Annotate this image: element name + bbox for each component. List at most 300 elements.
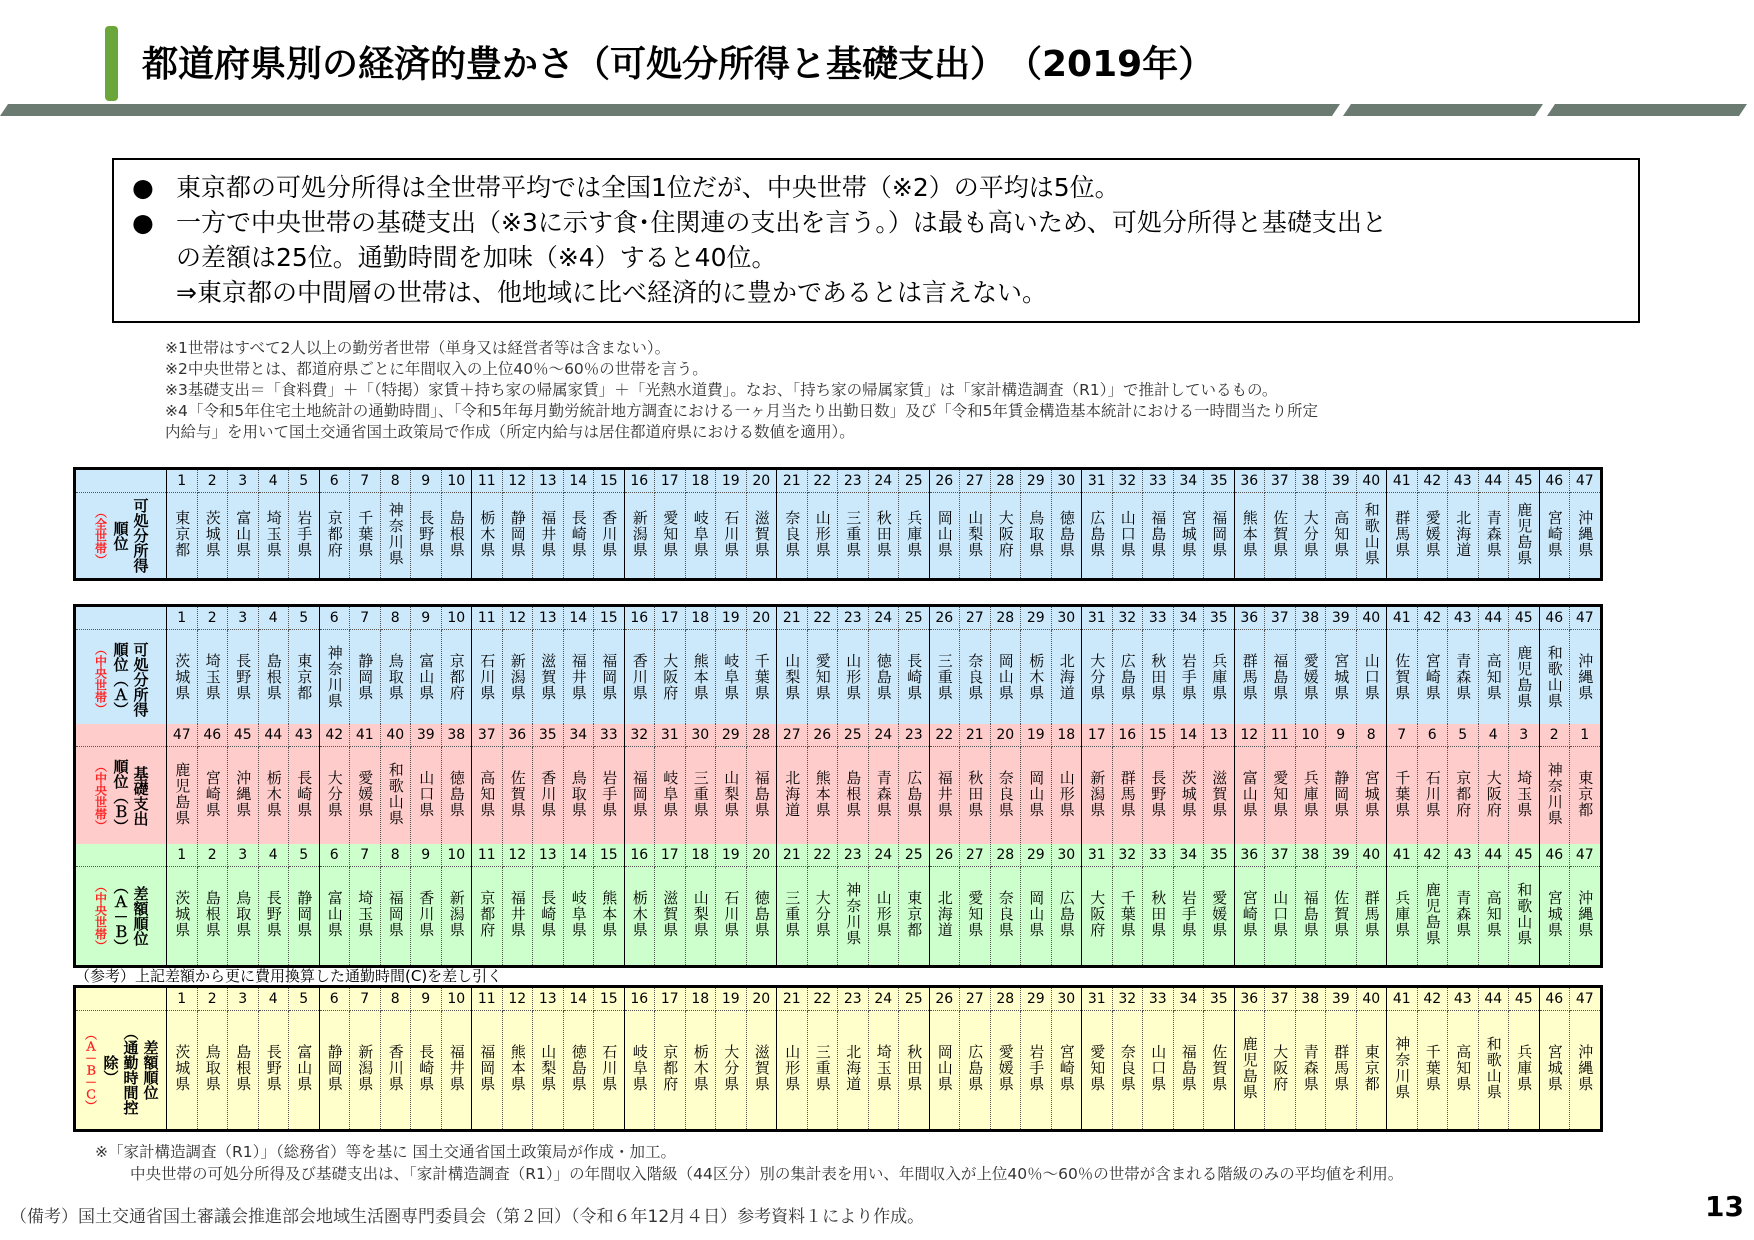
rank-number: 43: [1448, 844, 1479, 867]
rank-number: 34: [1173, 987, 1204, 1011]
prefecture-cell: 山形県: [838, 630, 869, 730]
source-note: 中央世帯の可処分所得及び基礎支出は、「家計構造調査（R1）」の年間収入階級（44区分）別の集計表を用い、年間収入が上位40％～60％の世帯が含まれる階級のみの平均値を利用。: [130, 1165, 1404, 1183]
rank-number: 15: [594, 469, 625, 493]
rank-number: 3: [228, 987, 259, 1011]
prefecture-cell: 奈良県: [777, 493, 808, 580]
rank-number: 43: [1448, 606, 1479, 630]
prefecture-cell: 栃木県: [472, 493, 503, 580]
prefecture-cell: 和歌山県: [380, 747, 411, 847]
rank-number: 39: [411, 724, 442, 747]
prefecture-cell: 三重県: [838, 493, 869, 580]
prefecture-cell: 埼玉県: [197, 630, 228, 730]
prefecture-cell: 千葉県: [1112, 867, 1143, 967]
prefecture-cell: 宮城県: [1539, 1011, 1570, 1131]
prefecture-cell: 香川県: [594, 493, 625, 580]
prefecture-cell: 栃木県: [624, 867, 655, 967]
rank-number: 32: [1112, 469, 1143, 493]
prefecture-cell: 富山県: [228, 493, 259, 580]
rank-number: 45: [1509, 606, 1540, 630]
rank-number: 2: [197, 606, 228, 630]
prefecture-cell: 岡山県: [990, 630, 1021, 730]
rank-number: 34: [1173, 844, 1204, 867]
summary-conclusion: ⇒東京都の中間層の世帯は、他地域に比べ経済的に豊かであるとは言えない。: [176, 278, 1047, 307]
prefecture-cell: 愛知県: [960, 867, 991, 967]
rank-number: 30: [685, 724, 716, 747]
rank-number: 44: [258, 724, 289, 747]
prefecture-cell: 愛媛県: [1295, 630, 1326, 730]
prefecture-cell: 広島県: [1082, 493, 1113, 580]
prefecture-cell: 兵庫県: [1509, 1011, 1540, 1131]
prefecture-cell: 福井県: [929, 747, 960, 847]
rank-number: 6: [1417, 724, 1448, 747]
rank-number: 25: [899, 606, 930, 630]
prefecture-cell: 福島県: [1265, 630, 1296, 730]
table-label-spacer: [75, 606, 167, 630]
rank-number: 27: [777, 724, 808, 747]
rank-number: 28: [990, 469, 1021, 493]
prefecture-cell: 山口県: [411, 747, 442, 847]
prefecture-cell: 沖縄県: [1570, 1011, 1602, 1131]
rank-number: 7: [1387, 724, 1418, 747]
prefecture-cell: 鳥取県: [563, 747, 594, 847]
row-label-scope: （中央世帯）: [93, 880, 108, 952]
prefecture-cell: 北海道: [777, 747, 808, 847]
table-label-spacer: [75, 987, 167, 1011]
rank-number: 18: [1051, 724, 1082, 747]
rank-number: 28: [990, 987, 1021, 1011]
prefecture-cell: 埼玉県: [350, 867, 381, 967]
prefecture-cell: 栃木県: [685, 1011, 716, 1131]
row-label-text: 基礎支出: [131, 766, 150, 826]
prefecture-cell: 新潟県: [1082, 747, 1113, 847]
rank-number: 31: [1082, 844, 1113, 867]
header-divider-bar: [1547, 104, 1747, 116]
prefecture-cell: 島根県: [228, 1011, 259, 1131]
prefecture-cell: 京都府: [319, 493, 350, 580]
rank-number: 11: [472, 469, 503, 493]
prefecture-cell: 長野県: [258, 1011, 289, 1131]
prefecture-cell: 秋田県: [1143, 867, 1174, 967]
prefecture-cell: 富山県: [319, 867, 350, 967]
rank-number: 37: [1265, 987, 1296, 1011]
prefecture-cell: 岩手県: [1021, 1011, 1052, 1131]
prefecture-cell: 山梨県: [685, 867, 716, 967]
prefecture-cell: 東京都: [1356, 1011, 1387, 1131]
ranking-table: [73, 985, 1603, 1132]
rank-number: 33: [594, 724, 625, 747]
rank-number: 37: [1265, 469, 1296, 493]
rank-number: 33: [1143, 606, 1174, 630]
rank-number: 15: [594, 987, 625, 1011]
rank-number: 27: [960, 606, 991, 630]
rank-number: 3: [228, 469, 259, 493]
prefecture-cell: 沖縄県: [228, 747, 259, 847]
rank-number: 19: [716, 606, 747, 630]
prefecture-cell: 長崎県: [411, 1011, 442, 1131]
rank-number: 44: [1478, 606, 1509, 630]
table-row-label: [75, 747, 167, 847]
rank-number: 1: [167, 844, 198, 867]
prefecture-cell: 山形県: [868, 867, 899, 967]
rank-number: 42: [1417, 606, 1448, 630]
prefecture-cell: 島根県: [441, 493, 472, 580]
rank-number: 4: [1478, 724, 1509, 747]
rank-number: 46: [197, 724, 228, 747]
prefecture-cell: 京都府: [1448, 747, 1479, 847]
rank-number: 44: [1478, 469, 1509, 493]
rank-number: 34: [563, 724, 594, 747]
prefecture-cell: 滋賀県: [533, 630, 564, 730]
prefecture-cell: 石川県: [1417, 747, 1448, 847]
prefecture-cell: 千葉県: [350, 493, 381, 580]
rank-number: 47: [167, 724, 198, 747]
prefecture-cell: 静岡県: [350, 630, 381, 730]
prefecture-cell: 宮城県: [1173, 493, 1204, 580]
prefecture-cell: 佐賀県: [1204, 1011, 1235, 1131]
prefecture-cell: 兵庫県: [1295, 747, 1326, 847]
rank-number: 29: [1021, 606, 1052, 630]
rank-number: 1: [167, 469, 198, 493]
prefecture-cell: 岐阜県: [716, 630, 747, 730]
rank-number: 24: [868, 724, 899, 747]
prefecture-cell: 長野県: [258, 867, 289, 967]
rank-number: 22: [807, 987, 838, 1011]
rank-number: 37: [1265, 606, 1296, 630]
prefecture-cell: 三重県: [807, 1011, 838, 1131]
prefecture-cell: 茨城県: [167, 867, 198, 967]
rank-number: 36: [1234, 844, 1265, 867]
rank-number: 41: [1387, 469, 1418, 493]
rank-number: 3: [228, 606, 259, 630]
prefecture-cell: 群馬県: [1234, 630, 1265, 730]
prefecture-cell: 山口県: [1265, 867, 1296, 967]
rank-number: 11: [472, 987, 503, 1011]
prefecture-cell: 三重県: [685, 747, 716, 847]
rank-number: 10: [1295, 724, 1326, 747]
rank-number: 23: [838, 987, 869, 1011]
table-label-spacer: [75, 844, 167, 867]
prefecture-cell: 徳島県: [441, 747, 472, 847]
prefecture-cell: 大分県: [1295, 493, 1326, 580]
prefecture-cell: 島根県: [197, 867, 228, 967]
rank-number: 24: [868, 469, 899, 493]
rank-number: 41: [1387, 844, 1418, 867]
footnote: ※4「令和5年住宅土地統計の通勤時間」、「令和5年毎月勤労統計地方調査における一ヶ月当たり出勤日数」及び「令和5年賃金構造基本統計における一時間当たり所定: [165, 402, 1318, 420]
rank-number: 45: [1509, 469, 1540, 493]
prefecture-cell: 滋賀県: [655, 867, 686, 967]
prefecture-cell: 大分県: [319, 747, 350, 847]
prefecture-cell: 秋田県: [899, 1011, 930, 1131]
rank-number: 12: [502, 606, 533, 630]
prefecture-cell: 石川県: [716, 867, 747, 967]
footnote: ※2中央世帯とは、都道府県ごとに年間収入の上位40％～60％の世帯を言う。: [165, 360, 708, 378]
rank-number: 36: [502, 724, 533, 747]
rank-number: 4: [258, 469, 289, 493]
rank-number: 32: [1112, 606, 1143, 630]
rank-number: 4: [258, 606, 289, 630]
rank-number: 30: [1051, 469, 1082, 493]
prefecture-cell: 三重県: [777, 867, 808, 967]
prefecture-cell: 高知県: [1478, 867, 1509, 967]
prefecture-cell: 兵庫県: [899, 493, 930, 580]
rank-number: 34: [1173, 469, 1204, 493]
prefecture-cell: 秋田県: [1143, 630, 1174, 730]
rank-number: 35: [1204, 987, 1235, 1011]
rank-number: 47: [1570, 469, 1602, 493]
prefecture-cell: 熊本県: [502, 1011, 533, 1131]
rank-number: 9: [1326, 724, 1357, 747]
prefecture-cell: 奈良県: [960, 630, 991, 730]
rank-number: 35: [1204, 844, 1235, 867]
rank-number: 23: [838, 844, 869, 867]
rank-number: 18: [685, 844, 716, 867]
rank-number: 16: [624, 987, 655, 1011]
prefecture-cell: 島根県: [838, 747, 869, 847]
prefecture-cell: 神奈川県: [1387, 1011, 1418, 1131]
prefecture-cell: 長野県: [228, 630, 259, 730]
prefecture-cell: 群馬県: [1387, 493, 1418, 580]
prefecture-cell: 青森県: [868, 747, 899, 847]
rank-number: 40: [380, 724, 411, 747]
rank-number: 11: [1265, 724, 1296, 747]
rank-number: 10: [441, 844, 472, 867]
prefecture-cell: 静岡県: [1326, 747, 1357, 847]
rank-number: 14: [563, 987, 594, 1011]
rank-number: 38: [441, 724, 472, 747]
rank-number: 2: [197, 987, 228, 1011]
prefecture-cell: 沖縄県: [1570, 630, 1602, 730]
prefecture-cell: 富山県: [289, 1011, 320, 1131]
prefecture-cell: 愛知県: [655, 493, 686, 580]
summary-box: [112, 158, 1640, 323]
rank-number: 20: [746, 844, 777, 867]
prefecture-cell: 奈良県: [990, 867, 1021, 967]
rank-number: 14: [563, 606, 594, 630]
rank-number: 33: [1143, 469, 1174, 493]
rank-number: 21: [777, 606, 808, 630]
rank-number: 36: [1234, 469, 1265, 493]
prefecture-cell: 鹿児島県: [1234, 1011, 1265, 1131]
rank-number: 12: [1234, 724, 1265, 747]
rank-number: 7: [350, 987, 381, 1011]
prefecture-cell: 鹿児島県: [1417, 867, 1448, 967]
prefecture-cell: 埼玉県: [1509, 747, 1540, 847]
rank-number: 9: [411, 987, 442, 1011]
prefecture-cell: 滋賀県: [1204, 747, 1235, 847]
prefecture-cell: 奈良県: [1112, 1011, 1143, 1131]
prefecture-cell: 三重県: [929, 630, 960, 730]
prefecture-cell: 新潟県: [502, 630, 533, 730]
prefecture-cell: 山形県: [807, 493, 838, 580]
prefecture-cell: 愛媛県: [350, 747, 381, 847]
prefecture-cell: 新潟県: [441, 867, 472, 967]
prefecture-cell: 滋賀県: [746, 1011, 777, 1131]
footnote: ※1世帯はすべて2人以上の勤労者世帯（単身又は経営者等は含まない）。: [165, 339, 671, 357]
prefecture-cell: 岩手県: [1173, 867, 1204, 967]
rank-number: 5: [289, 844, 320, 867]
prefecture-cell: 宮城県: [1539, 867, 1570, 967]
prefecture-cell: 宮崎県: [1417, 630, 1448, 730]
rank-number: 29: [716, 724, 747, 747]
rank-number: 19: [1021, 724, 1052, 747]
prefecture-cell: 福岡県: [472, 1011, 503, 1131]
rank-number: 17: [655, 844, 686, 867]
prefecture-cell: 熊本県: [807, 747, 838, 847]
prefecture-cell: 茨城県: [197, 493, 228, 580]
rank-number: 21: [777, 844, 808, 867]
rank-number: 31: [655, 724, 686, 747]
rank-number: 16: [1112, 724, 1143, 747]
rank-number: 20: [990, 724, 1021, 747]
prefecture-cell: 鹿児島県: [167, 747, 198, 847]
rank-number: 41: [1387, 606, 1418, 630]
prefecture-cell: 北海道: [838, 1011, 869, 1131]
rank-number: 28: [990, 844, 1021, 867]
rank-number: 44: [1478, 844, 1509, 867]
rank-number: 16: [624, 844, 655, 867]
rank-number: 26: [807, 724, 838, 747]
prefecture-cell: 大分県: [807, 867, 838, 967]
rank-number: 42: [1417, 844, 1448, 867]
prefecture-cell: 富山県: [411, 630, 442, 730]
prefecture-cell: 神奈川県: [838, 867, 869, 967]
prefecture-cell: 徳島県: [746, 867, 777, 967]
prefecture-cell: 福井県: [441, 1011, 472, 1131]
prefecture-cell: 愛媛県: [1204, 867, 1235, 967]
rank-number: 7: [350, 606, 381, 630]
prefecture-cell: 石川県: [716, 493, 747, 580]
rank-number: 15: [594, 606, 625, 630]
prefecture-cell: 岡山県: [929, 1011, 960, 1131]
title-accent-bar: [105, 26, 118, 101]
rank-number: 38: [1295, 844, 1326, 867]
prefecture-cell: 沖縄県: [1570, 867, 1602, 967]
footnote: ※3基礎支出＝「食料費」＋「（特掲）家賃＋持ち家の帰属家賃」＋「光熱水道費」。なお、「持ち家の帰属家賃」は「家計構造調査（R1）」で推計しているもの。: [165, 381, 1278, 399]
rank-number: 3: [1509, 724, 1540, 747]
row-label-scope: （全世帯）: [93, 505, 108, 566]
prefecture-cell: 高知県: [1448, 1011, 1479, 1131]
prefecture-cell: 大阪府: [990, 493, 1021, 580]
rank-number: 31: [1082, 606, 1113, 630]
rank-number: 43: [289, 724, 320, 747]
rank-number: 4: [258, 987, 289, 1011]
rank-number: 6: [319, 469, 350, 493]
rank-number: 18: [685, 606, 716, 630]
rank-number: 26: [929, 606, 960, 630]
prefecture-cell: 長崎県: [899, 630, 930, 730]
rank-number: 18: [685, 987, 716, 1011]
row-label-text: 差額順位: [131, 886, 150, 946]
prefecture-cell: 長崎県: [563, 493, 594, 580]
prefecture-cell: 和歌山県: [1509, 867, 1540, 967]
prefecture-cell: 栃木県: [1021, 630, 1052, 730]
prefecture-cell: 神奈川県: [380, 493, 411, 580]
prefecture-cell: 大阪府: [1265, 1011, 1296, 1131]
rank-number: 25: [899, 844, 930, 867]
prefecture-cell: 山口県: [1112, 493, 1143, 580]
rank-number: 40: [1356, 606, 1387, 630]
prefecture-cell: 広島県: [960, 1011, 991, 1131]
prefecture-cell: 岩手県: [289, 493, 320, 580]
prefecture-cell: 奈良県: [990, 747, 1021, 847]
prefecture-cell: 和歌山県: [1539, 630, 1570, 730]
prefecture-cell: 岡山県: [1021, 867, 1052, 967]
page-number: 13: [1705, 1190, 1744, 1223]
rank-number: 29: [1021, 469, 1052, 493]
rank-number: 33: [1143, 987, 1174, 1011]
rank-number: 9: [411, 606, 442, 630]
table-row-label: [75, 630, 167, 730]
rank-number: 11: [472, 844, 503, 867]
prefecture-cell: 大阪府: [655, 630, 686, 730]
rank-number: 23: [838, 606, 869, 630]
prefecture-cell: 和歌山県: [1478, 1011, 1509, 1131]
rank-number: 6: [319, 987, 350, 1011]
prefecture-cell: 静岡県: [319, 1011, 350, 1131]
prefecture-cell: 青森県: [1478, 493, 1509, 580]
rank-number: 20: [746, 469, 777, 493]
header-divider-bar: [1343, 104, 1543, 116]
ranking-table: [73, 724, 1603, 848]
rank-number: 22: [929, 724, 960, 747]
rank-number: 30: [1051, 987, 1082, 1011]
rank-number: 22: [807, 469, 838, 493]
ranking-table: [73, 604, 1603, 731]
prefecture-cell: 東京都: [899, 867, 930, 967]
rank-number: 47: [1570, 606, 1602, 630]
rank-number: 22: [807, 606, 838, 630]
rank-number: 13: [1204, 724, 1235, 747]
rank-number: 20: [746, 606, 777, 630]
rank-number: 9: [411, 469, 442, 493]
row-label-scope: （中央世帯）: [93, 760, 108, 832]
prefecture-cell: 広島県: [1051, 867, 1082, 967]
rank-number: 3: [228, 844, 259, 867]
rank-number: 27: [960, 844, 991, 867]
rank-number: 12: [502, 469, 533, 493]
rank-number: 22: [807, 844, 838, 867]
rank-number: 8: [380, 987, 411, 1011]
prefecture-cell: 千葉県: [1387, 747, 1418, 847]
prefecture-cell: 熊本県: [594, 867, 625, 967]
rank-number: 29: [1021, 987, 1052, 1011]
rank-number: 41: [350, 724, 381, 747]
prefecture-cell: 佐賀県: [1387, 630, 1418, 730]
rank-number: 16: [624, 469, 655, 493]
rank-number: 14: [563, 844, 594, 867]
prefecture-cell: 東京都: [167, 493, 198, 580]
row-label-scope: （中央世帯）: [93, 643, 108, 715]
rank-number: 7: [350, 844, 381, 867]
footnote: 内給与」を用いて国土交通省国土政策局で作成（所定内給与は居住都道府県における数値を適用）。: [165, 423, 855, 441]
ranking-table: [73, 844, 1603, 968]
prefecture-cell: 岩手県: [594, 747, 625, 847]
prefecture-cell: 香川県: [411, 867, 442, 967]
rank-number: 17: [655, 987, 686, 1011]
rank-number: 28: [746, 724, 777, 747]
table-row-label: [75, 1011, 167, 1131]
prefecture-cell: 高知県: [1478, 630, 1509, 730]
row-label-scope: （Ａ－Ｂ－Ｃ）: [83, 1028, 98, 1112]
bullet-icon: ●: [132, 208, 154, 237]
rank-number: 46: [1539, 844, 1570, 867]
prefecture-cell: 福井県: [533, 493, 564, 580]
rank-number: 2: [197, 469, 228, 493]
rank-number: 39: [1326, 469, 1357, 493]
rank-number: 45: [1509, 844, 1540, 867]
prefecture-cell: 秋田県: [960, 747, 991, 847]
reference-note: （参考）上記差額から更に費用換算した通勤時間(C)を差し引く: [75, 967, 503, 985]
